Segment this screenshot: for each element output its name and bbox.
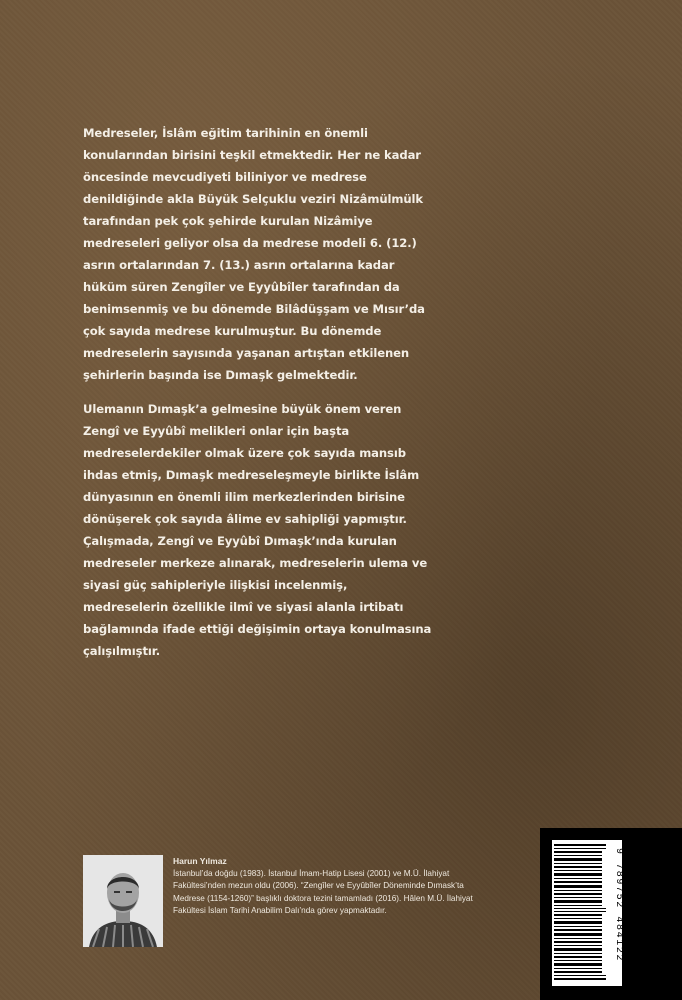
author-name: Harun Yılmaz bbox=[173, 856, 227, 866]
isbn-barcode bbox=[552, 840, 622, 986]
blurb-paragraph-1: Medreseler, İslâm eğitim tarihinin en önemli konularından birisini teşkil etmektedir. Her ne kadar öncesinde mevcudiyeti biliniyor ve medrese denildiğinde akla Büyük Selçuklu veziri Nizâmülmülk tarafından pek çok şehirde kurulan Nizâmiye medreseleri geliyor olsa da medrese modeli 6. (12.) asrın ortalarından 7. (13.) asrın ortalarına kadar hüküm süren Zengîler ve Eyyûbîler tarafından da benimsenmiş ve bu dönemde Bilâdüşşam ve Mısır’da çok sayıda medrese kurulmuştur. Bu dönemde medreselerin sayısında yaşanan artıştan etkilenen şehirlerin başında ise Dımaşk gelmektedir. bbox=[83, 126, 425, 382]
barcode-panel bbox=[540, 828, 682, 1000]
author-section bbox=[83, 855, 503, 947]
author-bio bbox=[173, 855, 483, 917]
author-bio-text: İstanbul’da doğdu (1983). İstanbul İmam-Hatip Lisesi (2001) ve M.Ü. İlahiyat Fakültesi’nden mezun oldu (2006). “Zengîler ve Eyyûbîler Döneminde Dımask’ta Medrese (1154-1260)” başlıklı doktora tezini tamamladı (2016). Hâlen M.Ü. İlahiyat Fakültesi İslam Tarihi Anabilim Dalı’nda görev yapmaktadır. bbox=[173, 869, 473, 915]
author-photo bbox=[83, 855, 163, 947]
isbn-number: 9 789752 484122 bbox=[613, 848, 624, 963]
blurb-paragraph-2: Ulemanın Dımaşk’a gelmesine büyük önem veren Zengî ve Eyyûbî melikleri onlar için başta medreselerdekiler olmak üzere çok sayıda mansıb ihdas etmiş, Dımaşk medreseleşmeyle birlikte İslâm dünyasının en önemli ilim merkezlerinden birisine dönüşerek çok sayıda âlime ev sahipliği yapmıştır. Çalışmada, Zengî ve Eyyûbî Dımaşk’ında kurulan medreseler merkeze alınarak, medreselerin ulema ve siyasi güç sahipleriyle ilişkisi incelenmiş, medreselerin özellikle ilmî ve siyasi alanla irtibatı bağlamında ifade ettiği değişimin ortaya konulmasına çalışılmıştır. bbox=[83, 402, 432, 658]
back-cover-blurb bbox=[83, 122, 433, 662]
